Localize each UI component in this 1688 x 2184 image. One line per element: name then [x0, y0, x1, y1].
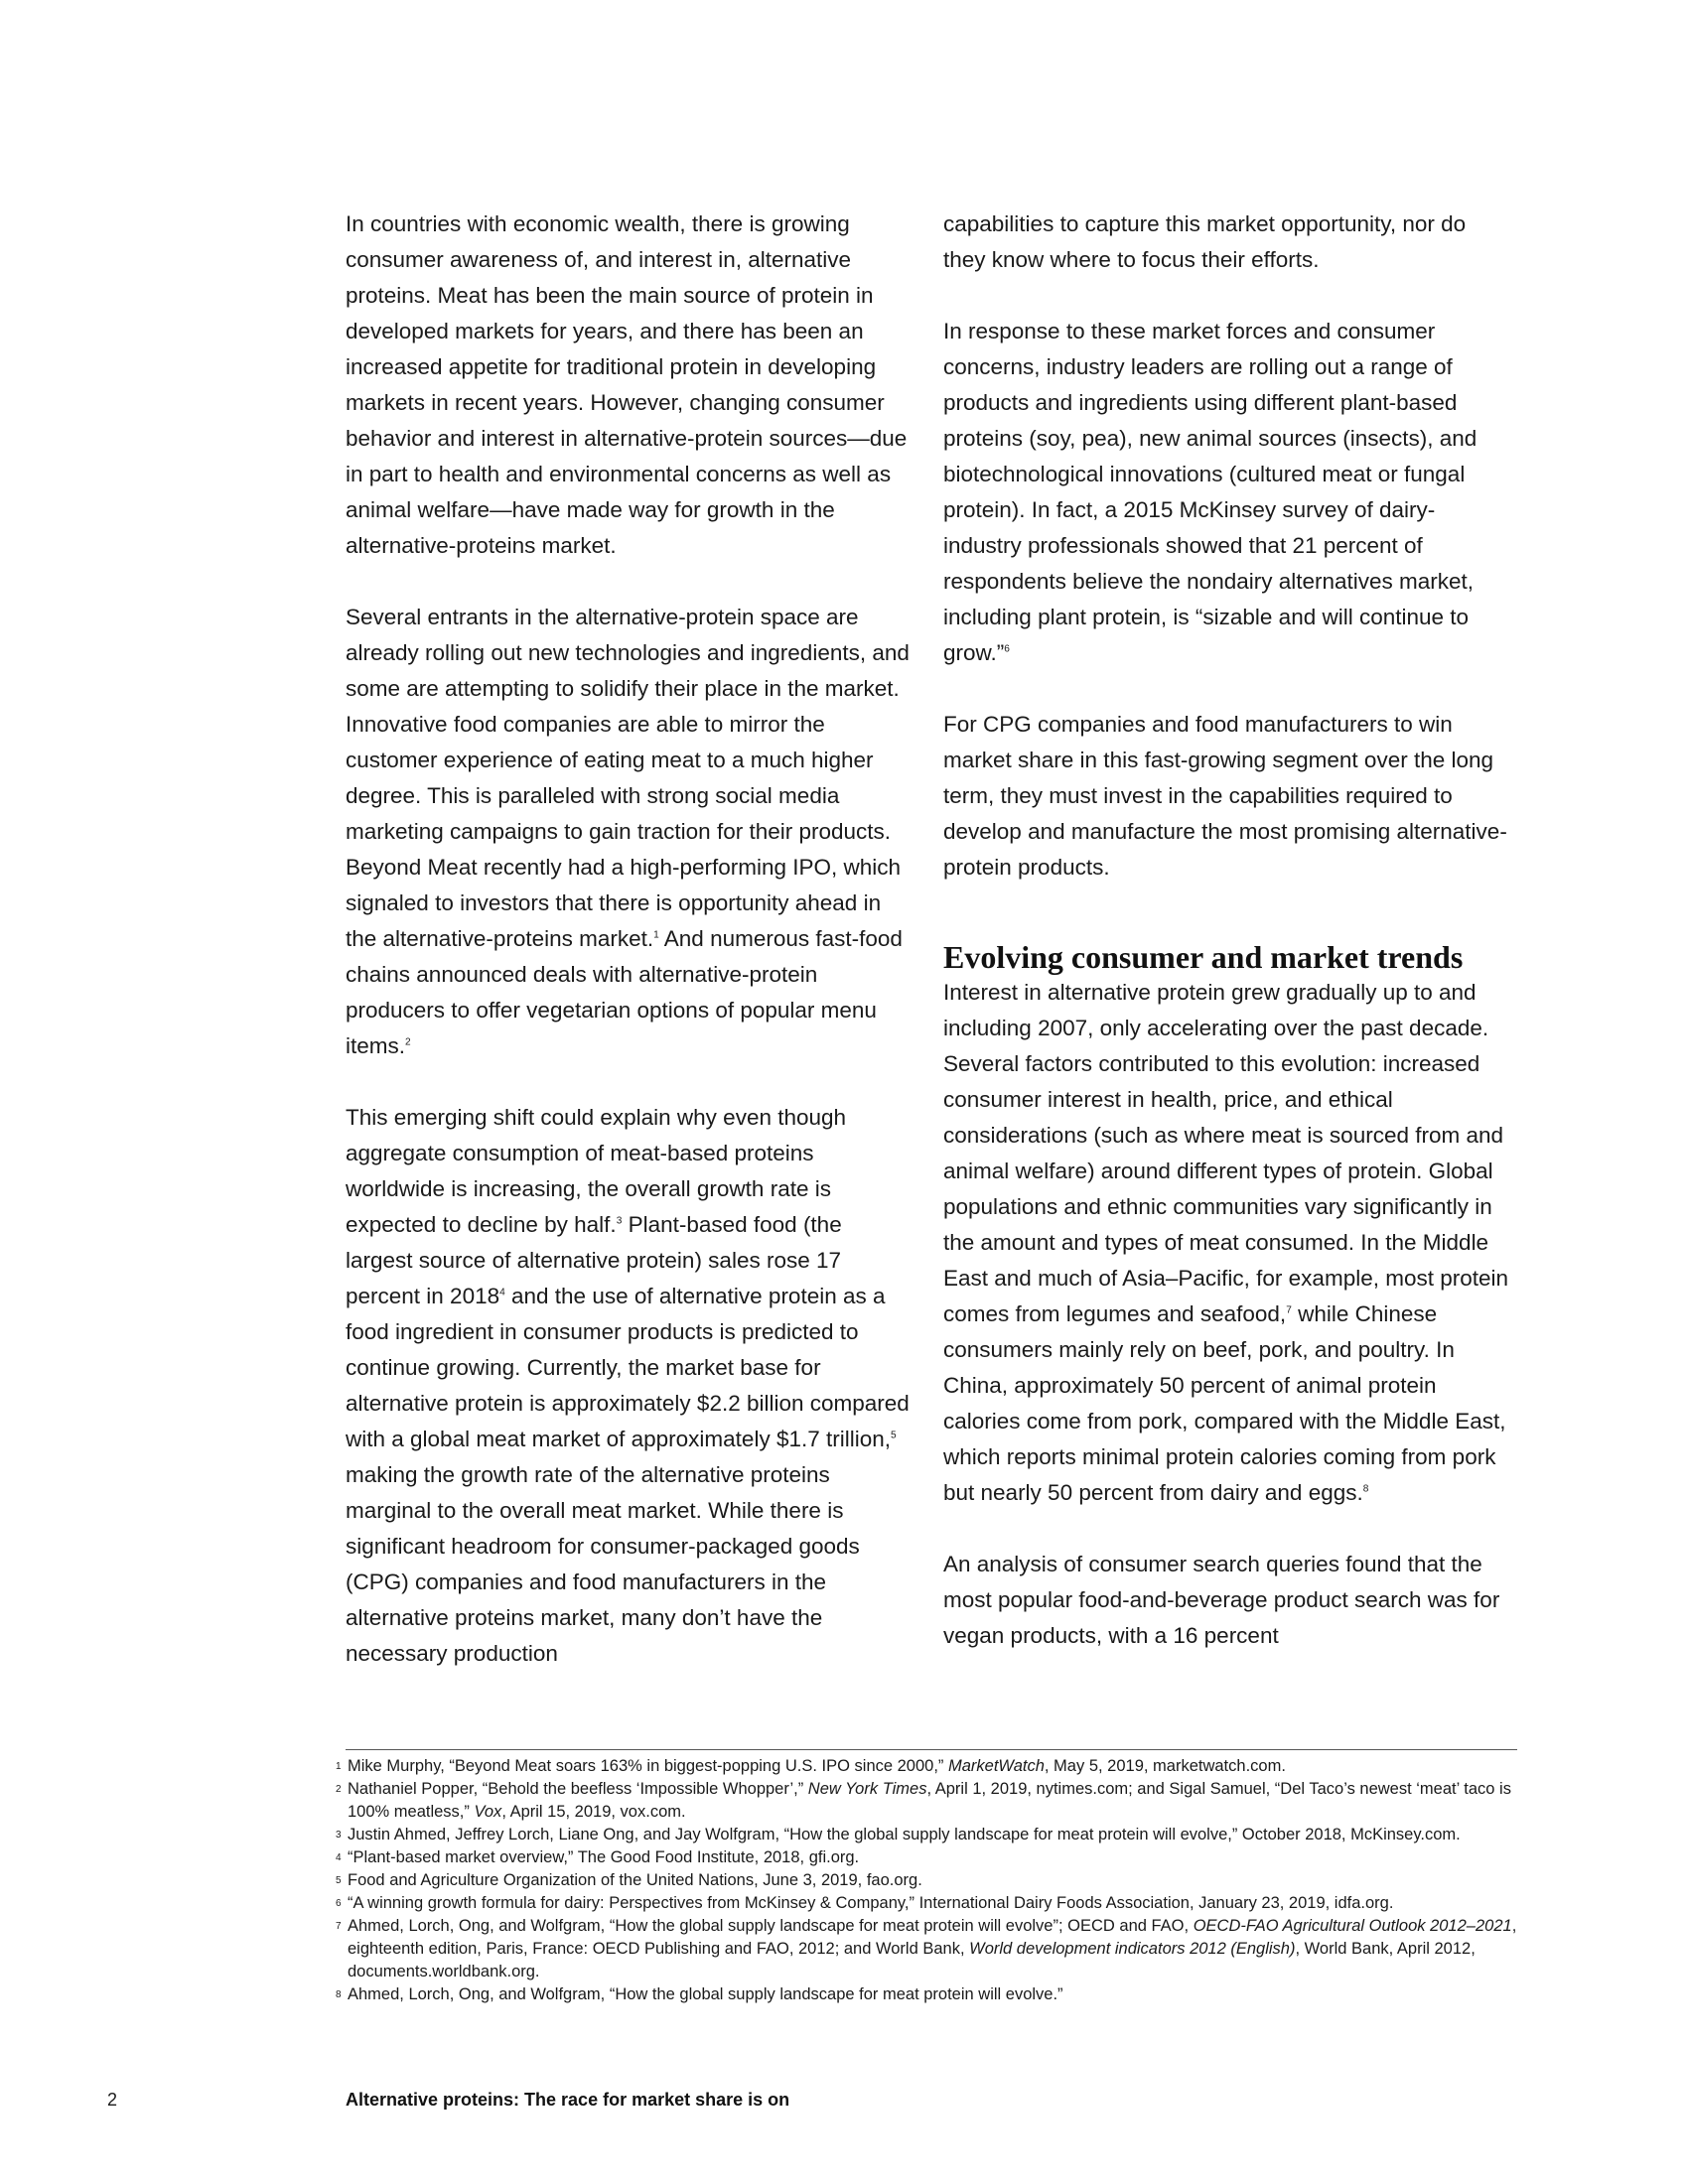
footnote-number: 7 — [336, 1921, 342, 1932]
paragraph: This emerging shift could explain why even though aggregate consumption of meat-based proteins worldwide is increasing, the overall growth rate is expected to decline by half.$^3$ Plant-based food (the largest source of alternative protein) sales rose 17 percent in 2018$^4$ and the use of alternative protein as a food ingredient in consumer products is predicted to continue growing. Currently, the market base for alternative protein is approximately $2.2 billion compared with a global meat market of approximately $1.7 trillion,$^5$ making the growth rate of the alternative proteins marginal to the overall meat market. While there is significant headroom for consumer-packaged goods (CPG) companies and food manufacturers in the alternative proteins market, many don’t have the necessary production — [346, 1105, 910, 1666]
right-column — [943, 206, 1509, 1654]
footnote: 2 Nathaniel Popper, “Behold the beefless ‘Impossible Whopper’,” New York Times, April 1, 2019, nytimes.com; and Sigal Samuel, “Del Taco’s newest ‘meat’ taco is 100% meatless,” Vox, April 15, 2019, vox.com. — [336, 1780, 1511, 1821]
paragraph: capabilities to capture this market opportunity, nor do they know where to focus their efforts. — [943, 211, 1467, 272]
page-number: 2 — [107, 2090, 118, 2110]
paragraph: Interest in alternative protein grew gradually up to and including 2007, only accelerating over the past decade. Several factors contributed to this evolution: increased consumer interest in health, price, and ethical considerations (such as where meat is sourced from and animal welfare) around different types of protein. Global populations and ethnic communities vary significantly in the amount and types of meat consumed. In the Middle East and much of Asia–Pacific, for example, most protein comes from legumes and seafood,$^7$ while Chinese consumers mainly rely on beef, pork, and poultry. In China, approximately 50 percent of animal protein calories come from pork, compared with the Middle East, which reports minimal protein calories coming from pork but nearly 50 percent from dairy and eggs.$^8$ — [943, 980, 1509, 1505]
footnote-ref[interactable]: 3 — [616, 1215, 623, 1227]
footnote: 1 Mike Murphy, “Beyond Meat soars 163% in biggest-popping U.S. IPO since 2000,” MarketWatch, May 5, 2019, marketwatch.com. — [336, 1757, 1286, 1775]
running-title: Alternative proteins: The race for market share is on — [346, 2090, 790, 2110]
footnote: 5 Food and Agriculture Organization of the United Nations, June 3, 2019, fao.org. — [336, 1871, 922, 1889]
footnote-ref[interactable]: 2 — [405, 1036, 411, 1048]
footnote-number: 8 — [336, 1989, 342, 2000]
footnote-number: 2 — [336, 1784, 342, 1795]
footnote-number: 3 — [336, 1830, 342, 1841]
footnote: 3 Justin Ahmed, Jeffrey Lorch, Liane Ong, and Jay Wolfgram, “How the global supply landscape for meat protein will evolve,” October 2018, McKinsey.com. — [336, 1826, 1461, 1843]
paragraph: In countries with economic wealth, there is growing consumer awareness of, and interest in, alternative proteins. Meat has been the main source of protein in developed markets for years, and there has been an increased appetite for traditional protein in developing markets in recent years. However, changing consumer behavior and interest in alternative-protein sources—due in part to health and environmental concerns as well as animal welfare—have made way for growth in the alternative-proteins market. — [346, 211, 908, 558]
footnote-ref[interactable]: 1 — [653, 929, 659, 941]
left-column — [346, 206, 912, 1672]
section-heading: Evolving consumer and market trends — [943, 939, 1464, 975]
paragraph: Several entrants in the alternative-protein space are already rolling out new technologies and ingredients, and some are attempting to solidify their place in the market. Innovative food companies are able to mirror the customer experience of eating meat to a much higher degree. This is paralleled with strong social media marketing campaigns to gain traction for their products. Beyond Meat recently had a high-performing IPO, which signaled to investors that there is opportunity ahead in the alternative-proteins market.$^1$ And numerous fast-food chains announced deals with alternative-protein producers to offer vegetarian options of popular menu items.$^2$ — [346, 605, 910, 1058]
paragraph: In response to these market forces and consumer concerns, industry leaders are rolling out a range of products and ingredients using different plant-based proteins (soy, pea), new animal sources (insects), and biotechnological innovations (cultured meat or fungal protein). In fact, a 2015 McKinsey survey of dairy-industry professionals showed that 21 percent of respondents believe the nondairy alternatives market, including plant protein, is “sizable and will continue to grow.”$^6$ — [943, 319, 1477, 665]
paragraph: An analysis of consumer search queries found that the most popular food-and-beverage product search was for vegan products, with a 16 percent — [943, 1552, 1500, 1648]
footnote-ref[interactable]: 7 — [1286, 1304, 1292, 1316]
footnotes — [336, 1755, 1519, 2006]
footnote-number: 6 — [336, 1898, 342, 1909]
footnote-ref[interactable]: 5 — [891, 1430, 897, 1441]
footnote: 8 Ahmed, Lorch, Ong, and Wolfgram, “How the global supply landscape for meat protein will evolve.” — [336, 1985, 1063, 2003]
footnote: 4 “Plant-based market overview,” The Good Food Institute, 2018, gfi.org. — [336, 1848, 860, 1866]
footnote: 7 Ahmed, Lorch, Ong, and Wolfgram, “How the global supply landscape for meat protein will evolve”; OECD and FAO, OECD-FAO Agricultural Outlook 2012–2021, eighteenth edition, Paris, France: OECD Publishing and FAO, 2012; and World Bank, World development indicators 2012 (English), World Bank, April 2012, documents.worldbank.org. — [336, 1917, 1517, 1980]
footnote-divider — [346, 1749, 1517, 1750]
footnote-ref[interactable]: 6 — [1004, 643, 1010, 655]
footnote: 6 “A winning growth formula for dairy: Perspectives from McKinsey & Company,” International Dairy Foods Association, January 23, 2019, idfa.org. — [336, 1894, 1394, 1912]
footnote-number: 1 — [336, 1761, 342, 1772]
footnote-number: 4 — [336, 1852, 342, 1863]
footnote-number: 5 — [336, 1875, 342, 1886]
footnote-ref[interactable]: 4 — [499, 1287, 505, 1298]
paragraph: For CPG companies and food manufacturers to win market share in this fast-growing segment over the long term, they must invest in the capabilities required to develop and manufacture the most promising alternative-protein products. — [943, 712, 1507, 880]
footnote-ref[interactable]: 8 — [1362, 1483, 1369, 1495]
